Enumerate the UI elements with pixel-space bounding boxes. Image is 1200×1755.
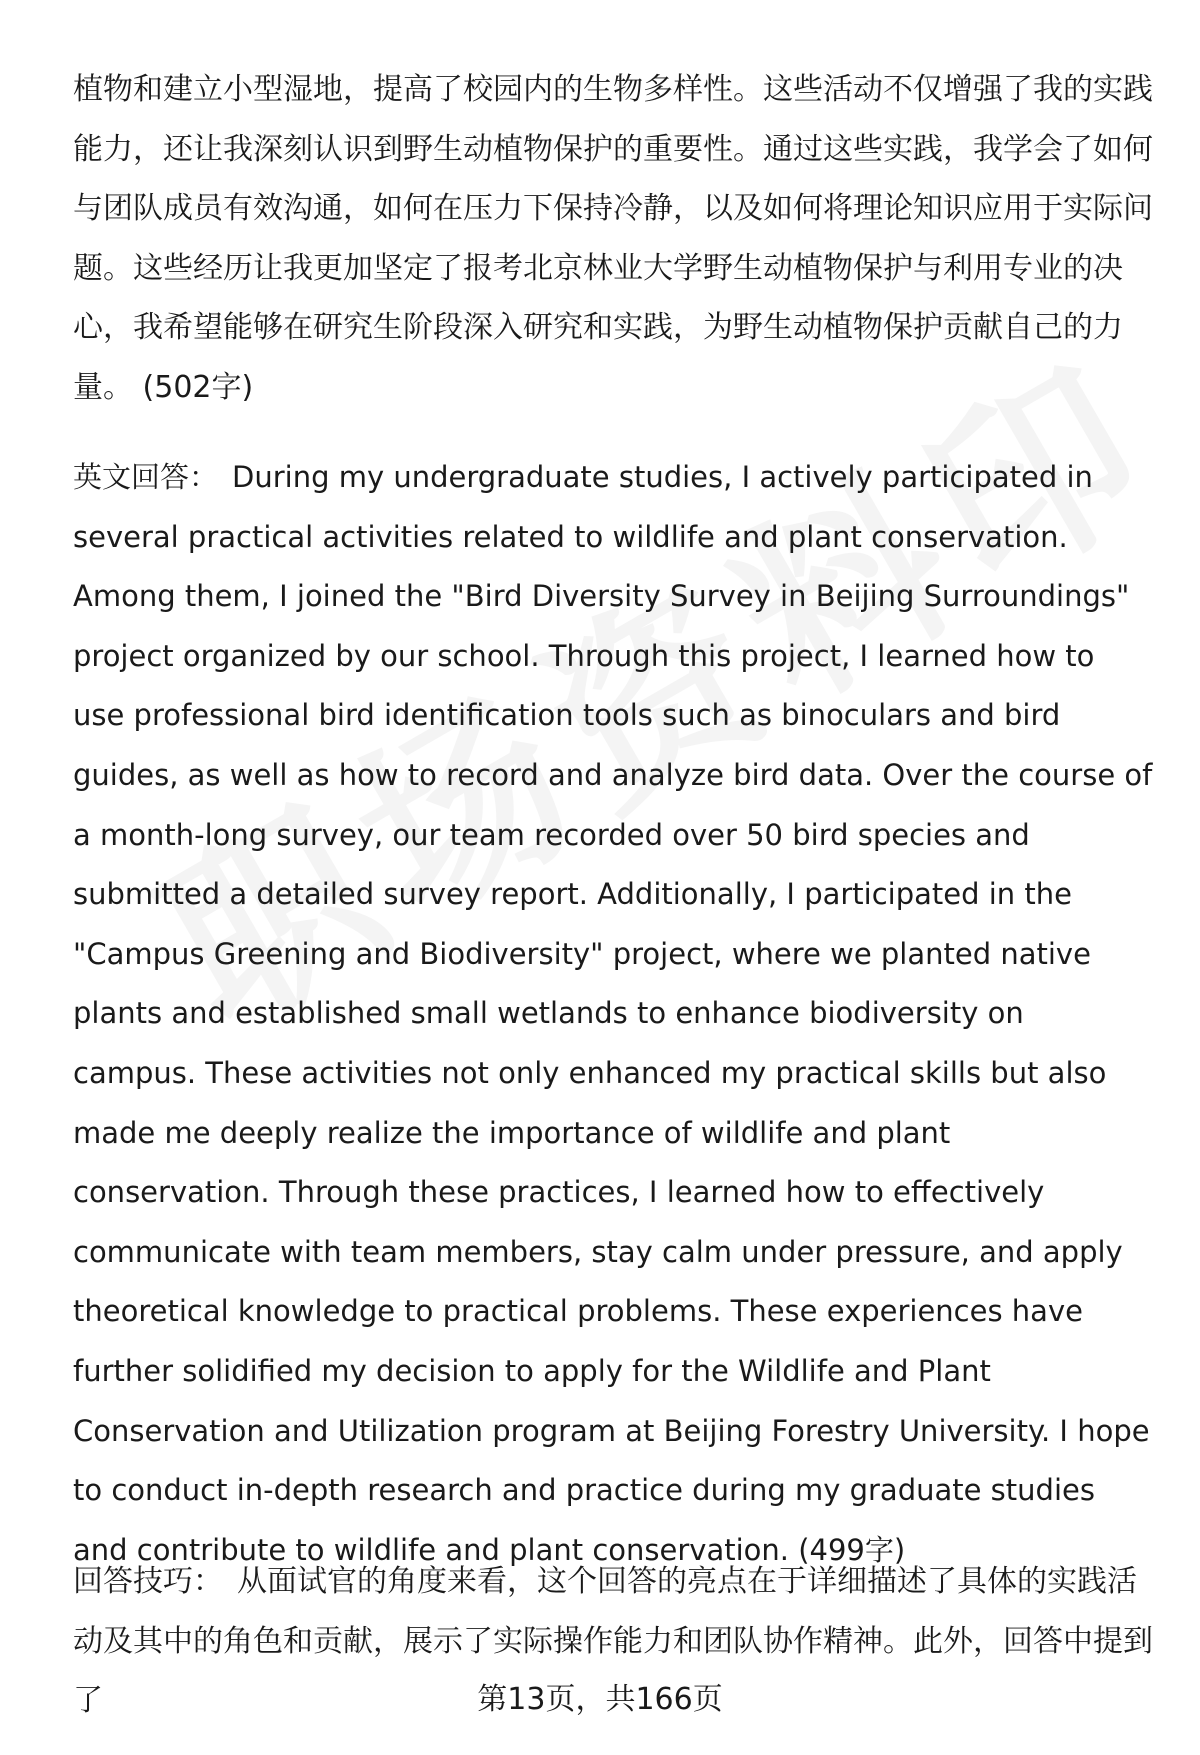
- english-answer-label: 英文回答：: [73, 460, 219, 494]
- answer-tips-label: 回答技巧：: [73, 1564, 223, 1599]
- page-number-footer: 第13页，共166页: [477, 1682, 723, 1717]
- english-answer-text: During my undergraduate studies, I actively participated in several practical activities related to wildlife and plant conservation. Among them, I joined the "Bird Diversity Survey in Beijing Surroundings" project organized by our school. Through this project, I learned how to use professional bird identification tools such as binoculars and bird guides, as well as how to record and analyze bird data. Over the course of a month-long survey, our team recorded over 50 bird species and submitted a detailed survey report. Additionally, I participated in the "Campus Greening and Biodiversity" project, where we planted native plants and established small wetlands to enhance biodiversity on campus. These activities not only enhanced my practical skills but also made me deeply realize the importance of wildlife and plant conservation. Through these practices, I learned how to effectively communicate with team members, stay calm under pressure, and apply theoretical knowledge to practical problems. These experiences have further solidified my decision to apply for the Wildlife and Plant Conservation and Utilization program at Beijing Forestry University. I hope to conduct in-depth research and practice during my graduate studies and contribute to wildlife and plant conservation. (499字): [73, 460, 1153, 1567]
- english-answer-paragraph: [73, 448, 1153, 1580]
- chinese-answer-continuation: 植物和建立小型湿地，提高了校园内的生物多样性。这些活动不仅增强了我的实践能力，还让我深刻认识到野生动植物保护的重要性。通过这些实践，我学会了如何与团队成员有效沟通，如何在压力下保持冷静，以及如何将理论知识应用于实际问题。这些经历让我更加坚定了报考北京林业大学野生动植物保护与利用专业的决心，我希望能够在研究生阶段深入研究和实践，为野生动植物保护贡献自己的力量。 (502字): [73, 72, 1153, 405]
- answer-tips-text: 从面试官的角度来看，这个回答的亮点在于详细描述了具体的实践活动及其中的角色和贡献，展示了实际操作能力和团队协作精神。此外，回答中提到了: [73, 1564, 1153, 1719]
